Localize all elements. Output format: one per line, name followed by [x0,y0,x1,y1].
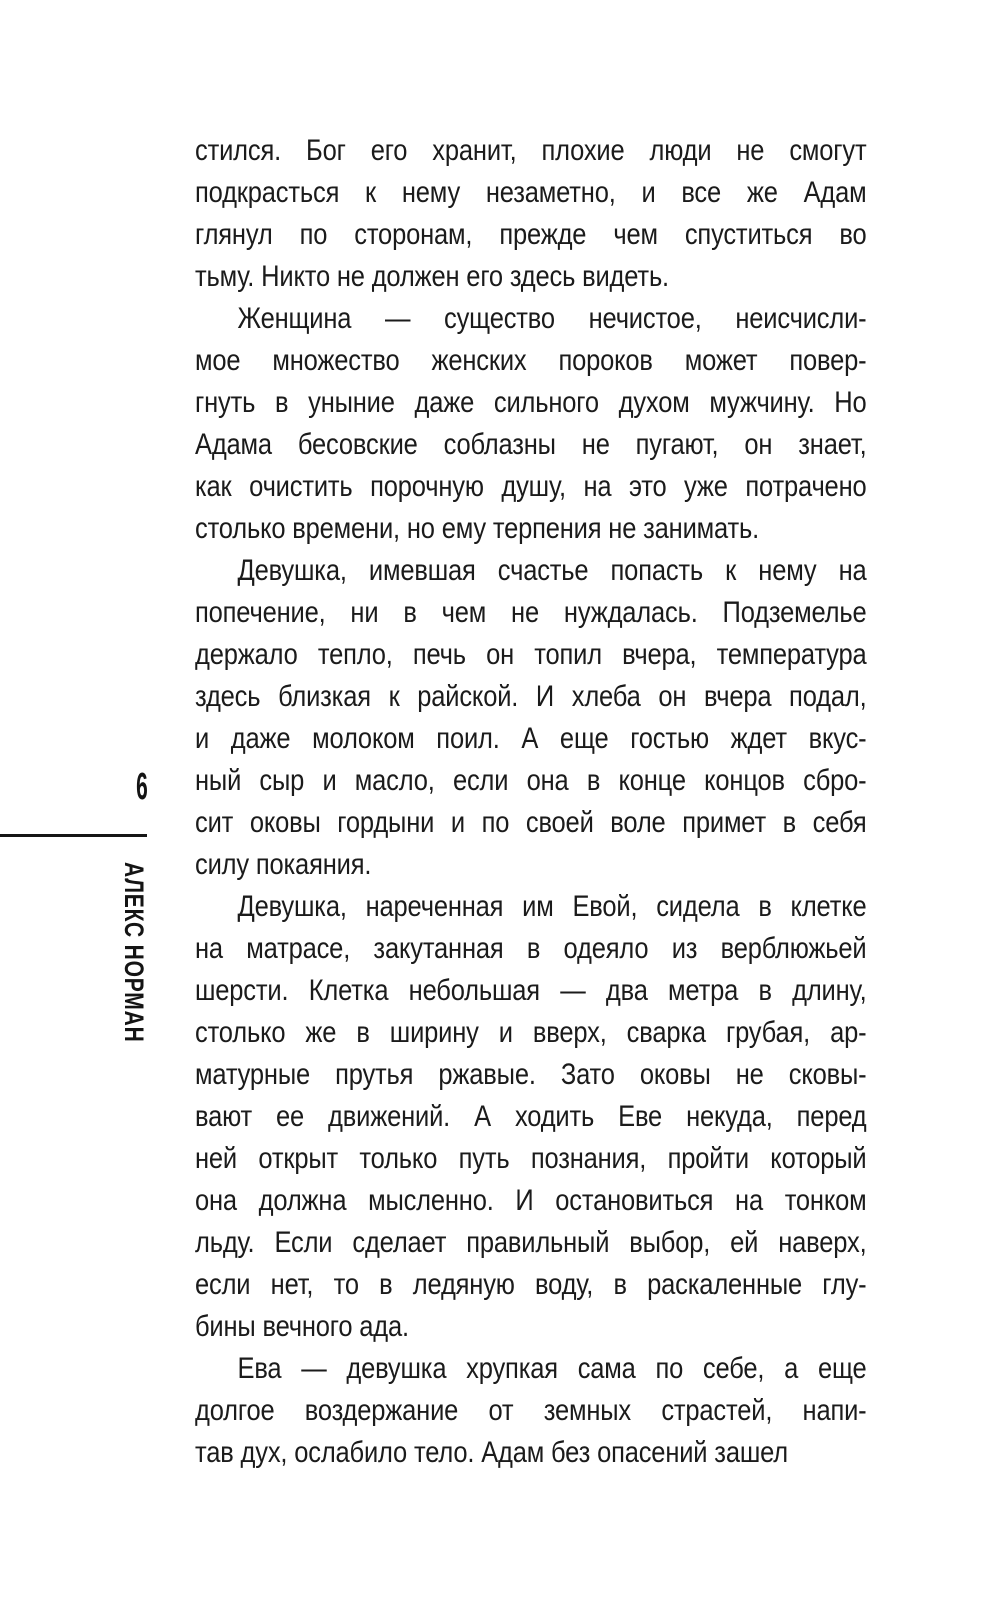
text-line: вают ее движений. А ходить Еве некуда, перед [195,1100,867,1133]
text-line: силу покаяния. [195,848,372,881]
text-line: ный сыр и масло, если она в конце концов сбро- [195,764,867,797]
text-line: тьму. Никто не должен его здесь видеть. [195,260,669,293]
text-line: тав дух, ослабило тело. Адам без опасений зашел [195,1436,788,1469]
text-line: Девушка, имевшая счастье попасть к нему на [237,554,867,587]
text-line: Девушка, нареченная им Евой, сидела в клетке [237,890,867,923]
text-line: Женщина — существо нечистое, неисчисли- [237,302,867,335]
text-line: матурные прутья ржавые. Зато оковы не сковы- [195,1058,867,1091]
text-block [195,130,867,1474]
text-line: бины вечного ада. [195,1310,409,1343]
text-line: столько времени, но ему терпения не занимать. [195,512,760,545]
text-line: здесь близкая к райской. И хлеба он вчера подал, [195,680,867,713]
text-line: держало тепло, печь он топил вчера, температура [195,638,867,671]
text-line: как очистить порочную душу, на это уже потрачено [195,470,867,503]
author-running-title: АЛЕКС НОРМАН [119,862,149,1043]
page-number: 6 [136,766,148,808]
text-line: стился. Бог его хранит, плохие люди не смогут [195,134,867,167]
text-line: Ева — девушка хрупкая сама по себе, а еще [237,1352,867,1385]
text-line: долгое воздержание от земных страстей, напи- [195,1394,867,1427]
text-line: на матрасе, закутанная в одеяло из верблюжьей [195,932,867,965]
text-line: ней открыт только путь познания, пройти который [195,1142,867,1175]
text-line: подкрасться к нему незаметно, и все же Адам [195,176,867,209]
text-line: гнуть в уныние даже сильного духом мужчину. Но [195,386,867,419]
text-line: мое множество женских пороков может повер- [195,344,867,377]
text-line: если нет, то в ледяную воду, в раскаленные глу- [195,1268,867,1301]
text-line: глянул по сторонам, прежде чем спуститься во [195,218,867,251]
text-line: льду. Если сделает правильный выбор, ей наверх, [195,1226,867,1259]
text-line: столько же в ширину и вверх, сварка грубая, ар- [195,1016,867,1049]
margin-rule [0,834,147,837]
text-line: сит оковы гордыни и по своей воле примет в себя [195,806,867,839]
text-line: шерсти. Клетка небольшая — два метра в длину, [195,974,867,1007]
text-line: попечение, ни в чем не нуждалась. Подземелье [195,596,867,629]
text-line: она должна мысленно. И остановиться на тонком [195,1184,867,1217]
text-line: Адама бесовские соблазны не пугают, он знает, [195,428,867,461]
text-line: и даже молоком поил. А еще гостью ждет вкус- [195,722,867,755]
